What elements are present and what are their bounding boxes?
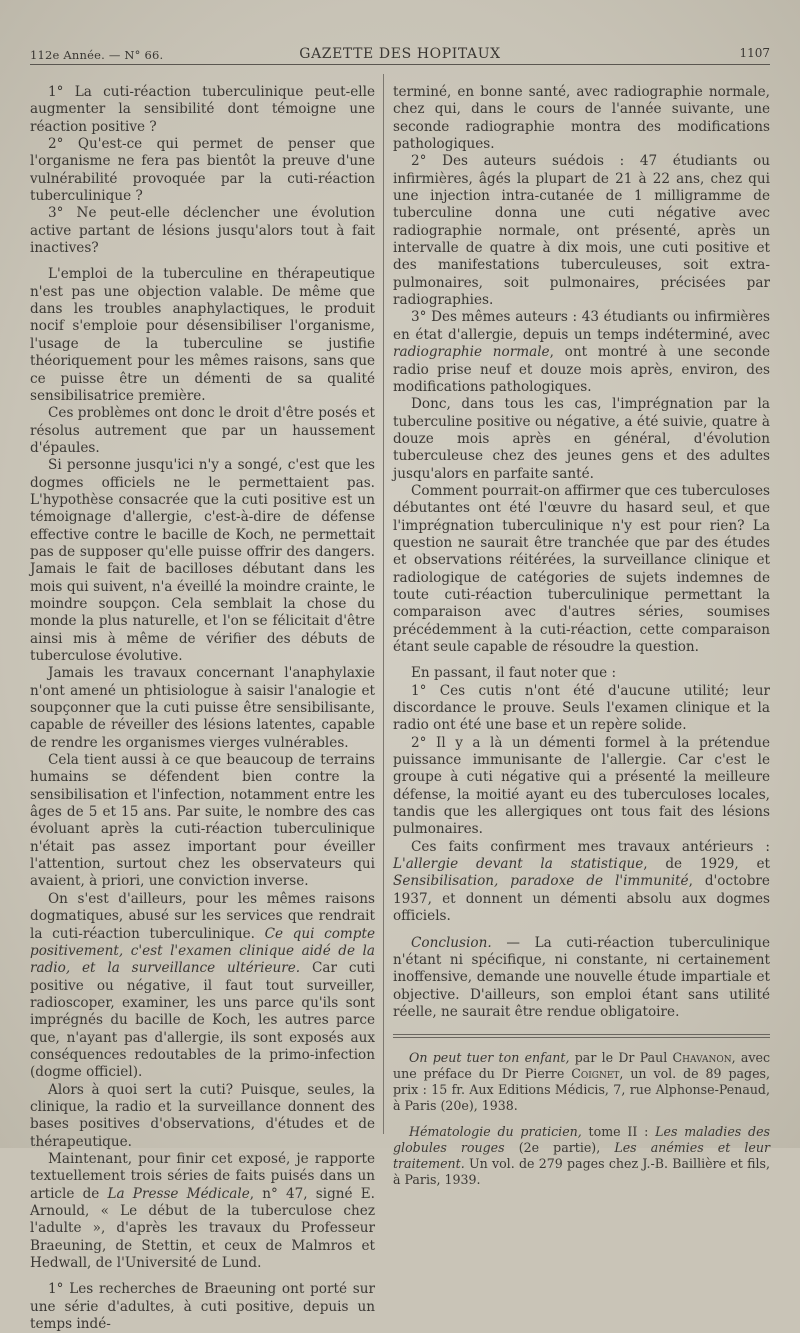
page-header [30, 42, 770, 65]
question-3: 3° Ne peut-elle déclencher une évolution active partant de lésions jusqu'alors tout à fait inactives? [30, 205, 375, 257]
paragraph-noting: En passant, il faut noter que : [411, 665, 617, 682]
paragraph-tuberculin-therapy: L'emploi de la tuberculine en thérapeutique n'est pas une objection valable. De même que dans les troubles anaphylactiques, le produit nocif s'emploie pour désensibiliser l'organisme, l'usage de la tuberculine se justifie théoriquement pour les mêmes raisons, sans que ce puisse être un démenti de sa qualité sensibilisatrice première. [30, 266, 375, 404]
paragraph-braeuning: 1° Les recherches de Braeuning ont porté sur une série d'adultes, à cuti positive, depuis un temps indé- [30, 1281, 375, 1333]
book-title: On peut tuer ton enfant, [409, 1050, 570, 1066]
text-run: , de 1929, et [643, 856, 770, 873]
paragraph-terrains: Cela tient aussi à ce que beaucoup de terrains humains se défendent bien contre la sensibilisation et l'infection, notamment entre les âges de 5 et 15 ans. Par suite, le nombre des cas évoluant après la cuti-réaction tuberculinique n'était pas assez important pour éveiller l'attention, surtout chez les observateurs qui avaient, à priori, une conviction inverse. [30, 752, 375, 890]
paragraph-prior-works [393, 839, 770, 926]
conclusion-label: Conclusion. [411, 934, 492, 951]
issue-number: 112e Année. — N° 66. [30, 48, 164, 62]
reference-2 [393, 1124, 770, 1188]
text-run: , n° 47, signé E. Arnould, « Le début de la tuberculose chez l'adulte », d'après les travaux du Professeur Braeuning, de Stettin, et ceux de Malmros et Hedwall, de l'Université de Lund. [30, 1185, 375, 1272]
book-title: Hématologie du praticien, [409, 1124, 582, 1140]
paragraph-summary: Donc, dans tous les cas, l'imprégnation par la tuberculine positive ou négative, a été suivie, quatre à douze mois après en général, d'évolution tuberculeuse chez des jeunes gens et des adultes jusqu'alors en parfaite santé. [393, 396, 770, 482]
work-title: Sensibilisation, paradoxe de l'immunité [393, 873, 689, 890]
question-1: 1° La cuti-réaction tuberculinique peut-elle augmenter la sensibilité dont témoigne une réaction positive ? [30, 84, 375, 135]
paragraph-swedish-authors: 2° Des auteurs suédois : 47 étudiants ou infirmières, âgés la plupart de 21 à 22 ans, chez qui une injection intra-cutanée de 1 milligramme de tuberculine donna une cuti négative avec radiographie normale, ont présenté, après un intervalle de quatre à dix mois, une cuti positive et des manifestations tuberculeuses, soit extra-pulmonaires, soit pulmonaires, précisées par radiographies. [393, 153, 770, 309]
text-run: 3° Des mêmes auteurs : 43 étudiants ou infirmières en état d'allergie, depuis un temps indéterminé, avec [393, 309, 770, 343]
book-title: Les maladies des globules rouges [393, 1124, 771, 1156]
text-run: , un vol. de 89 pages, prix : 15 fr. Aux Editions Médicis, 7, rue Alphonse-Penaud, à Paris (20e), 1938. [393, 1066, 771, 1114]
paragraph-question: Comment pourrait-on affirmer que ces tuberculoses débutantes ont été l'œuvre du hasard seul, et que l'imprégnation tuberculinique n'y est pour rien? La question ne saurait être tranchée que par des études et observations réitérées, la surveillance clinique et radiologique de catégories de sujets indemnes de toute cuti-réaction tuberculinique permettant la comparaison avec d'autres séries, soumises précédemment à la cuti-réaction, cette comparaison étant seule capable de résoudre la question. [393, 482, 770, 655]
paragraph-clinical-exam [30, 891, 375, 1082]
paragraph-citation [30, 1151, 375, 1272]
text-run: Un vol. de 279 pages chez J.-B. Baillière et fils, à Paris, 1939. [393, 1156, 770, 1188]
journal-reference: La Presse Médicale [107, 1185, 250, 1202]
page-number: 1107 [739, 46, 770, 60]
paragraph-conclusion [393, 935, 770, 1022]
emphasis-text: Ce qui compte positivement, c'est l'examen clinique aidé de la radio, et la surveillance ultérieure. [30, 925, 375, 977]
book-references [393, 1050, 770, 1188]
work-title: L'allergie devant la statistique [393, 856, 644, 873]
question-2: 2° Qu'est-ce qui permet de penser que l'organisme ne fera pas bientôt la preuve d'une vulnérabilité provoquée par la cuti-réaction tuberculinique ? [30, 136, 375, 205]
text-run: , avec une préface du Dr Pierre [393, 1050, 771, 1082]
text-run: Car cuti positive ou négative, il faut tout surveiller, radioscoper, examiner, les uns parce qu'ils sont imprégnés du bacille de Koch, les autres parce que, n'ayant pas d'allergie, ils sont exposés aux conséquences redoutables de la primo-infection (dogme officiel). [30, 960, 375, 1081]
paragraph-allergy-students [393, 309, 770, 396]
text-run: (2e partie), [504, 1140, 615, 1156]
paragraph-note-1: 1° Ces cutis n'ont été d'aucune utilité; leur discordance le prouve. Seuls l'examen clinique et la radio ont été une base et un repère solide. [393, 682, 770, 734]
paragraph-continuation: terminé, en bonne santé, avec radiographie normale, chez qui, dans le cours de l'année suivante, une seconde radiographie montra des modifications pathologiques. [393, 84, 770, 153]
column-divider [383, 74, 384, 1134]
text-run: , ont montré à une seconde radio prise neuf et douze mois après, environ, des modifications pathologiques. [393, 344, 770, 395]
paragraph-problems: Ces problèmes ont donc le droit d'être posés et résolus autrement que par un haussement d'épaules. [30, 405, 375, 456]
right-column [393, 84, 770, 1188]
text-run: , d'octobre 1937, et donnent un démenti absolu aux dogmes officiels. [393, 873, 770, 925]
text-run: — La cuti-réaction tuberculinique n'étant ni spécifique, ni constante, ni certainement inoffensive, demande une nouvelle étude impartiale et objective. D'ailleurs, son emploi étant sans utilité réelle, ne saurait être rendue obligatoire. [393, 934, 770, 1020]
paragraph-dogmas: Si personne jusqu'ici n'y a songé, c'est que les dogmes officiels ne le permettaient pas. L'hypothèse consacrée que la cuti positive est un témoignage d'allergie, c'est-à-dire de défense effective contre le bacille de Koch, ne permettait pas de supposer qu'elle puisse offrir des dangers. Jamais le fait de bacilloses débutant dans les mois qui suivent, n'a éveillé la moindre crainte, le moindre soupçon. Cela semblait la chose du monde la plus naturelle, et l'on se félicitait d'être ainsi mis à même de vérifier des débuts de tuberculose évolutive. [30, 457, 375, 664]
left-column [30, 84, 375, 1333]
text-run: Maintenant, pour finir cet exposé, je rapporte textuellement trois séries de faits puisés dans un article de [30, 1150, 375, 1202]
author-name: Coignet [571, 1066, 620, 1082]
text-run: par le Dr Paul [569, 1050, 673, 1066]
paragraph-note-2: 2° Il y a là un démenti formel à la prétendue puissance immunisante de l'allergie. Car c'est le groupe à cuti négative qui a présenté la meilleure défense, la moitié ayant eu des tuberculoses locales, tandis que les allergiques ont tous fait des lésions pulmonaires. [393, 734, 770, 838]
emphasis-text: radiographie normale [393, 344, 550, 361]
paragraph-anaphylaxis: Jamais les travaux concernant l'anaphylaxie n'ont amené un phtisiologue à saisir l'analogie et soupçonner que la cuti puisse être sensibilisante, capable de réveiller des lésions latentes, capable de rendre les organismes vierges vulnérables. [30, 665, 375, 751]
text-run: tome II : [581, 1124, 656, 1140]
author-name: Chavanon [672, 1050, 732, 1066]
paragraph-cuti-purpose: Alors à quoi sert la cuti? Puisque, seules, la clinique, la radio et la surveillance donnent des bases positives d'observations, d'études et de thérapeutique. [30, 1081, 375, 1150]
book-title: Les anémies et leur traitement. [393, 1140, 771, 1172]
text-run: On s'est d'ailleurs, pour les mêmes raisons dogmatiques, abusé sur les services que rendrait la cuti-réaction tuberculinique. [30, 890, 375, 942]
section-rule [393, 1034, 770, 1038]
journal-title: GAZETTE DES HOPITAUX [299, 46, 501, 62]
text-run: Ces faits confirment mes travaux antérieurs : [411, 838, 770, 855]
reference-1 [393, 1050, 770, 1114]
